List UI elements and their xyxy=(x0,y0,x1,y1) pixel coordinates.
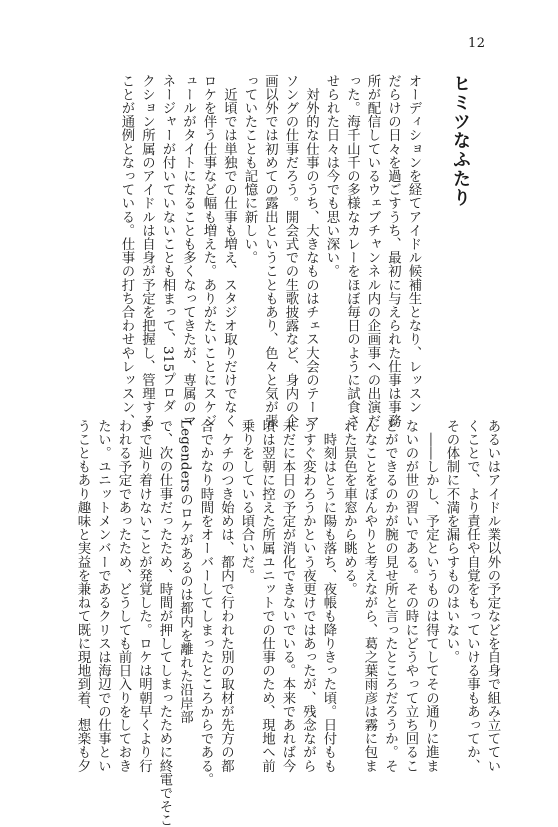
text-line: 乗りをしている頃合いだ。 xyxy=(239,419,254,583)
text-block-top xyxy=(119,74,423,428)
text-line: 近頃では単独での仕事も増え、スタジオ取りだけでなく xyxy=(221,74,237,428)
text-line: った。海千山千の多様なカレーをほぼ毎日のように試食さ xyxy=(344,74,360,428)
text-line: ュールがタイトになることも多くなってきたが、専属のマ xyxy=(180,74,196,428)
text-line: われる予定であったため、どうしても前日入りをしておき xyxy=(116,419,131,773)
page-number: 12 xyxy=(468,36,486,51)
text-line: せられた日々は今でも思い深い。 xyxy=(324,74,339,278)
text-line: ネージャーが付いていないことも相まって、315プロダ xyxy=(160,74,175,413)
chapter-title: ヒミツなふたり xyxy=(450,74,471,207)
text-line: んなことをぼんやりと考えながら、葛之葉雨彦は霧に包ま xyxy=(362,419,377,773)
text-line: ことが通例となっている。仕事の打ち合わせやレッスン、 xyxy=(119,74,134,428)
text-line: ――しかし、予定というものは得てしてその通りに進ま xyxy=(423,419,439,773)
text-line: その体制に不満を漏らすものはいない。 xyxy=(444,419,459,664)
text-line: オーディションを経てアイドル候補生となり、レッスン xyxy=(406,74,421,414)
text-line: Legendersのロケがあるのは都内を離れた沿岸部 xyxy=(177,419,193,724)
text-line: うすぐ変わろうかという夜更けではあったが、残念ながら xyxy=(300,419,316,773)
text-line: うこともあり趣味と実益を兼ねて既に現地到着、想楽も夕 xyxy=(75,419,90,773)
text-line: 時刻はとうに陽も落ち、夜帳も降りきった頃。日付もも xyxy=(321,419,336,773)
text-line: あるいはアイドル業以外の予定などを自身で組み立ててい xyxy=(485,419,500,773)
text-line: ロケを伴う仕事など幅も増えた。ありがたいことにスケジ xyxy=(201,74,216,428)
text-line: れた景色を車窓から眺める。 xyxy=(341,419,357,596)
text-line: 未だに本日の予定が消化できないでいる。本来であれば今 xyxy=(280,419,295,773)
text-line: 画以外では初めての露出ということもあり、色々と気が張 xyxy=(262,74,278,428)
text-line: だらけの日々を過ごすうち、最初に与えられた仕事は事務 xyxy=(385,74,401,428)
text-line: ないのが世の習いである。その時にどうやって立ち回るこ xyxy=(403,419,418,773)
text-line: くことで、より責任や自覚をもっていける事もあってか、 xyxy=(464,419,480,773)
text-line: 所が配信しているウェブチャンネル内の企画事への出演だ xyxy=(365,74,380,428)
text-line: ソングの仕事だろう。開会式での生歌披露など、身内の企 xyxy=(283,74,298,428)
text-line: ケチのつき始めは、都内で行われた別の取材が先方の都 xyxy=(218,419,234,773)
text-line: 頃は翌朝に控えた所属ユニットでの仕事のため、現地へ前 xyxy=(259,419,275,773)
text-line: とができるのかが腕の見せ所と言ったところだろうか。そ xyxy=(382,419,398,773)
text-line: クション所属のアイドルは自身が予定を把握し、管理する xyxy=(139,74,155,428)
text-line: で、次の仕事だったため、時間が押してしまったために終電でそこ xyxy=(157,419,172,827)
text-line: っていたことも記憶に新しい。 xyxy=(242,74,257,265)
text-line: 合でかなり時間をオーバーしてしまったところからである。 xyxy=(198,419,213,787)
text-block-bottom xyxy=(52,419,502,827)
text-line: たい。ユニットメンバーであるクリスは海辺での仕事とい xyxy=(95,419,111,773)
text-line: まで辿り着けないことが発覚した。ロケは明朝早くより行 xyxy=(136,419,152,773)
text-line: 対外的な仕事のうち、大きなものはチェス大会のテーマ xyxy=(303,74,319,428)
